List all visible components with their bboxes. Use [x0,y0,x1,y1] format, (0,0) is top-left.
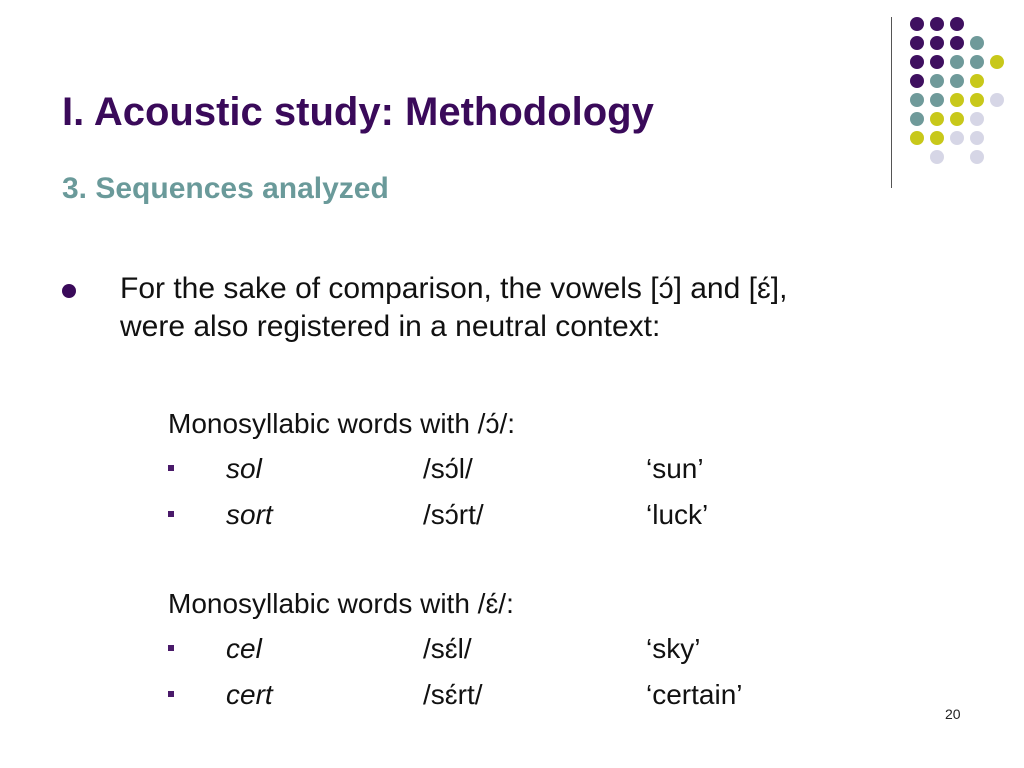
decor-dot [930,55,944,69]
bullet-text-line-2: were also registered in a neutral context: [120,310,661,343]
square-bullet-icon [168,645,174,651]
decor-dot [990,93,1004,107]
decor-dot [930,36,944,50]
decor-dot [910,55,924,69]
ipa-transcription: /sɔ́rt/ [423,499,484,530]
decor-dot [930,131,944,145]
word: cert [226,679,273,710]
decor-dot [950,93,964,107]
decor-dot [950,131,964,145]
gloss: ‘certain’ [646,679,743,710]
word-list-item [168,498,868,532]
decor-dot [950,112,964,126]
decor-dot [910,112,924,126]
gloss: ‘sky’ [646,633,701,664]
bullet-dot-icon [62,284,76,298]
word: sort [226,499,273,530]
ipa-transcription: /sɔ́l/ [423,453,473,484]
decor-dot [910,131,924,145]
gloss: ‘sun’ [646,453,704,484]
decor-dot [910,17,924,31]
slide-subtitle: 3. Sequences analyzed [62,172,389,205]
decor-dot [930,150,944,164]
vertical-divider [891,17,892,188]
word-list-item [168,678,868,712]
decor-dot [910,93,924,107]
decor-dot [970,93,984,107]
decor-dot [970,74,984,88]
decor-dot [950,55,964,69]
page-number: 20 [945,706,961,722]
decor-dot [970,36,984,50]
group-heading-e: Monosyllabic words with /ɛ́/: [168,588,514,619]
decor-dot [910,74,924,88]
decor-dot [950,17,964,31]
decor-dot [910,36,924,50]
square-bullet-icon [168,465,174,471]
decor-dot [970,150,984,164]
decor-dot [970,55,984,69]
word: sol [226,453,262,484]
gloss: ‘luck’ [646,499,709,530]
square-bullet-icon [168,691,174,697]
decor-dot [930,74,944,88]
slide-title: I. Acoustic study: Methodology [62,90,654,134]
bullet-text [120,270,970,346]
decor-dot [990,55,1004,69]
decor-dot [970,112,984,126]
decor-dot [970,131,984,145]
decor-dot [930,17,944,31]
group-heading-o: Monosyllabic words with /ɔ́/: [168,408,516,439]
ipa-transcription: /sɛ́l/ [423,633,472,664]
decor-dot [950,74,964,88]
bullet-text-line-1: For the sake of comparison, the vowels [ɔ́] and [ɛ́], [120,272,788,305]
decor-dot [950,36,964,50]
square-bullet-icon [168,511,174,517]
decor-dot [930,112,944,126]
word: cel [226,633,262,664]
word-list-item [168,452,868,486]
decor-dot [930,93,944,107]
ipa-transcription: /sɛ́rt/ [423,679,483,710]
word-list-item [168,632,868,666]
